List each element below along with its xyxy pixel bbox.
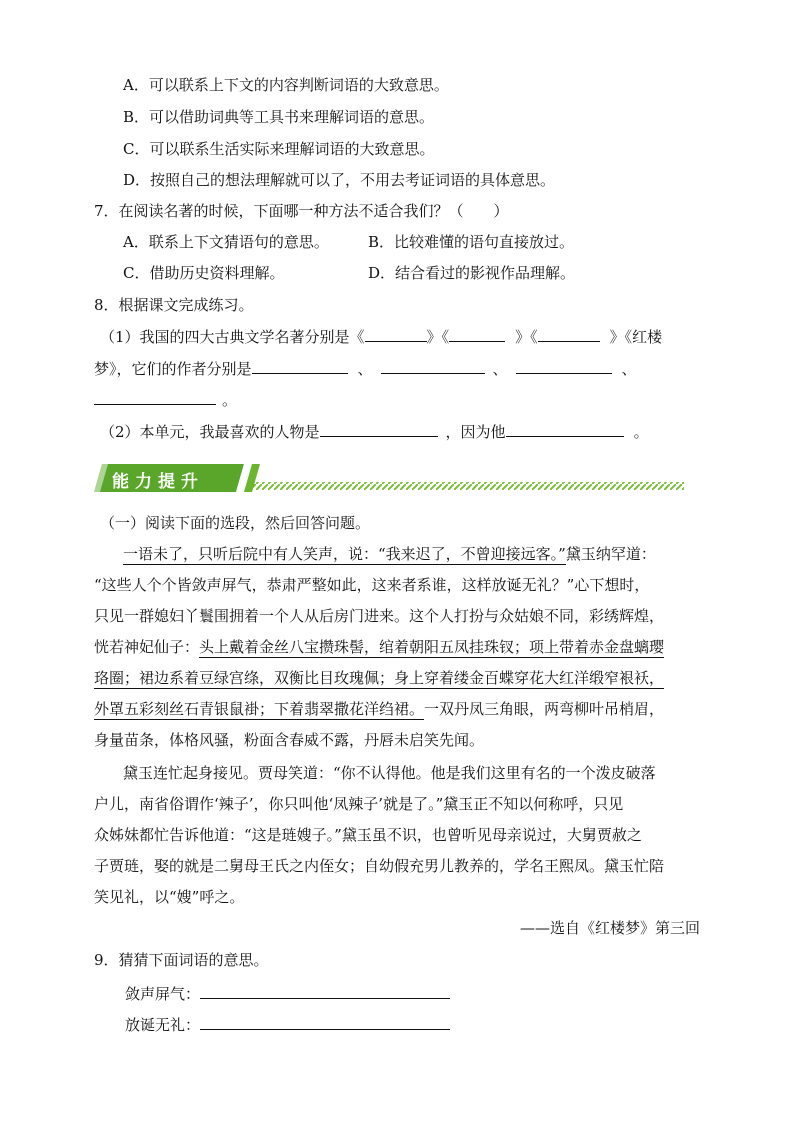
section-title: 能力提升 — [112, 472, 204, 492]
q7-option-b: B．比较难懂的语句直接放过。 — [368, 233, 575, 251]
passage-text: 黛玉纳罕道： — [565, 545, 656, 563]
period: 。 — [222, 391, 238, 409]
q8-part1-line2-start: 梦》，它们的作者分别是 — [94, 360, 252, 378]
separator: 、 — [357, 360, 373, 378]
q7-option-c: C．借助历史资料理解。 — [123, 264, 285, 282]
passage-line: 户儿，南省俗谓作‘辣子’，你只叫他‘凤辣子’就是了。”黛玉正不知以何称呼，只见 — [94, 795, 624, 813]
q7-option-a: A．联系上下文猜语句的意思。 — [123, 233, 329, 251]
author-blank-4[interactable] — [94, 388, 216, 405]
passage-line: 只见一群媳妇丫鬟围拥着一个人从后房门进来。这个人打扮与众姑娘不同，彩绣辉煌， — [94, 607, 665, 625]
term-label: 放诞无礼： — [125, 1016, 201, 1034]
definition-blank-2[interactable] — [200, 1013, 450, 1030]
book-bracket-open: 《 — [530, 328, 538, 346]
q8-part1-line3 — [94, 388, 237, 411]
book-blank-1[interactable] — [365, 325, 427, 342]
q8-stem: 8．根据课文完成练习。 — [94, 296, 254, 314]
passage-line — [94, 636, 664, 658]
passage-line: 身量苗条，体格风骚，粉面含春威不露，丹唇未启笑先闻。 — [94, 731, 485, 749]
q9-stem: 9．猜猜下面词语的意思。 — [94, 951, 269, 969]
q8-part2-end: 。 — [633, 423, 649, 441]
book-bracket-close: 》 — [426, 328, 442, 346]
passage-intro: （一）阅读下面的选段，然后回答问题。 — [100, 514, 371, 532]
q8-part1-line2 — [94, 357, 637, 380]
book-blank-3[interactable] — [538, 325, 600, 342]
separator: 、 — [492, 360, 508, 378]
passage-line — [94, 667, 664, 689]
q9-item-2 — [125, 1013, 450, 1036]
q8-part2 — [100, 420, 649, 443]
passage-line — [94, 698, 664, 720]
q8-part2-start: （2）本单元，我最喜欢的人物是 — [100, 423, 320, 441]
author-blank-1[interactable] — [252, 357, 348, 374]
passage-source: ——选自《红楼梦》第三回 — [519, 919, 700, 937]
passage-line: 众姊妹都忙告诉他道：“这是琏嫂子。”黛玉虽不识，也曾听见母亲说过，大舅贾赦之 — [94, 826, 642, 844]
author-blank-2[interactable] — [381, 357, 485, 374]
passage-line — [123, 543, 656, 565]
underlined-text: 一语未了，只听后院中有人笑声，说：“我来迟了，不曾迎接远客。” — [123, 545, 566, 563]
q8-part2-mid: ，因为他 — [445, 423, 506, 441]
q6-option-d: D．按照自己的想法理解就可以了，不用去考证词语的具体意思。 — [123, 171, 556, 189]
underlined-text: 珞圈；裙边系着豆绿宫绦，双衡比目玫瑰佩；身上穿着缕金百蝶穿花大红洋缎窄裉袄， — [94, 669, 665, 687]
q7-stem: 7．在阅读名著的时候，下面哪一种方法不适合我们？（ ） — [94, 202, 509, 220]
q8-part1-line1 — [100, 325, 662, 348]
underlined-text: 头上戴着金丝八宝攒珠髻，绾着朝阳五凤挂珠钗；项上带着赤金盘螭璎 — [199, 638, 665, 656]
book-bracket-open: 《 — [441, 328, 450, 346]
q8-part1-end: 》《红楼 — [609, 328, 663, 346]
book-bracket-close: 》 — [515, 328, 531, 346]
passage-text: 恍若神妃仙子： — [94, 638, 200, 656]
term-label: 敛声屏气： — [125, 985, 201, 1003]
passage-line: 子贾琏，娶的就是二舅母王氏之内侄女；自幼假充男儿教养的，学名王熙凤。黛玉忙陪 — [94, 857, 665, 875]
q9-item-1 — [125, 982, 450, 1005]
reason-blank[interactable] — [506, 420, 624, 437]
q7-option-d: D．结合看过的影视作品理解。 — [368, 264, 576, 282]
passage-line: “这些人个个皆敛声屏气，恭肃严整如此，这来者系谁，这样放诞无礼？”心下想时， — [94, 576, 650, 594]
separator: 、 — [621, 360, 637, 378]
q8-part1-start: （1）我国的四大古典文学名著分别是《 — [100, 328, 365, 346]
favorite-character-blank[interactable] — [320, 420, 438, 437]
author-blank-3[interactable] — [516, 357, 612, 374]
section-banner — [94, 460, 684, 496]
q6-option-c: C．可以联系生活实际来理解词语的大致意思。 — [123, 140, 435, 158]
definition-blank-1[interactable] — [200, 982, 450, 999]
passage-text: 一双丹凤三角眼，两弯柳叶吊梢眉， — [424, 700, 665, 718]
passage-line: 黛玉连忙起身接见。贾母笑道：“你不认得他。他是我们这里有名的一个泼皮破落 — [123, 764, 656, 782]
underlined-text: 外罩五彩刻丝石青银鼠褂；下着翡翠撒花洋绉裙。 — [94, 700, 425, 718]
q6-option-a: A．可以联系上下文的内容判断词语的大致意思。 — [123, 76, 449, 94]
passage-line: 笑见礼，以“嫂”呼之。 — [94, 888, 245, 906]
q6-option-b: B．可以借助词典等工具书来理解词语的意思。 — [123, 108, 435, 126]
book-blank-2[interactable] — [449, 325, 505, 342]
